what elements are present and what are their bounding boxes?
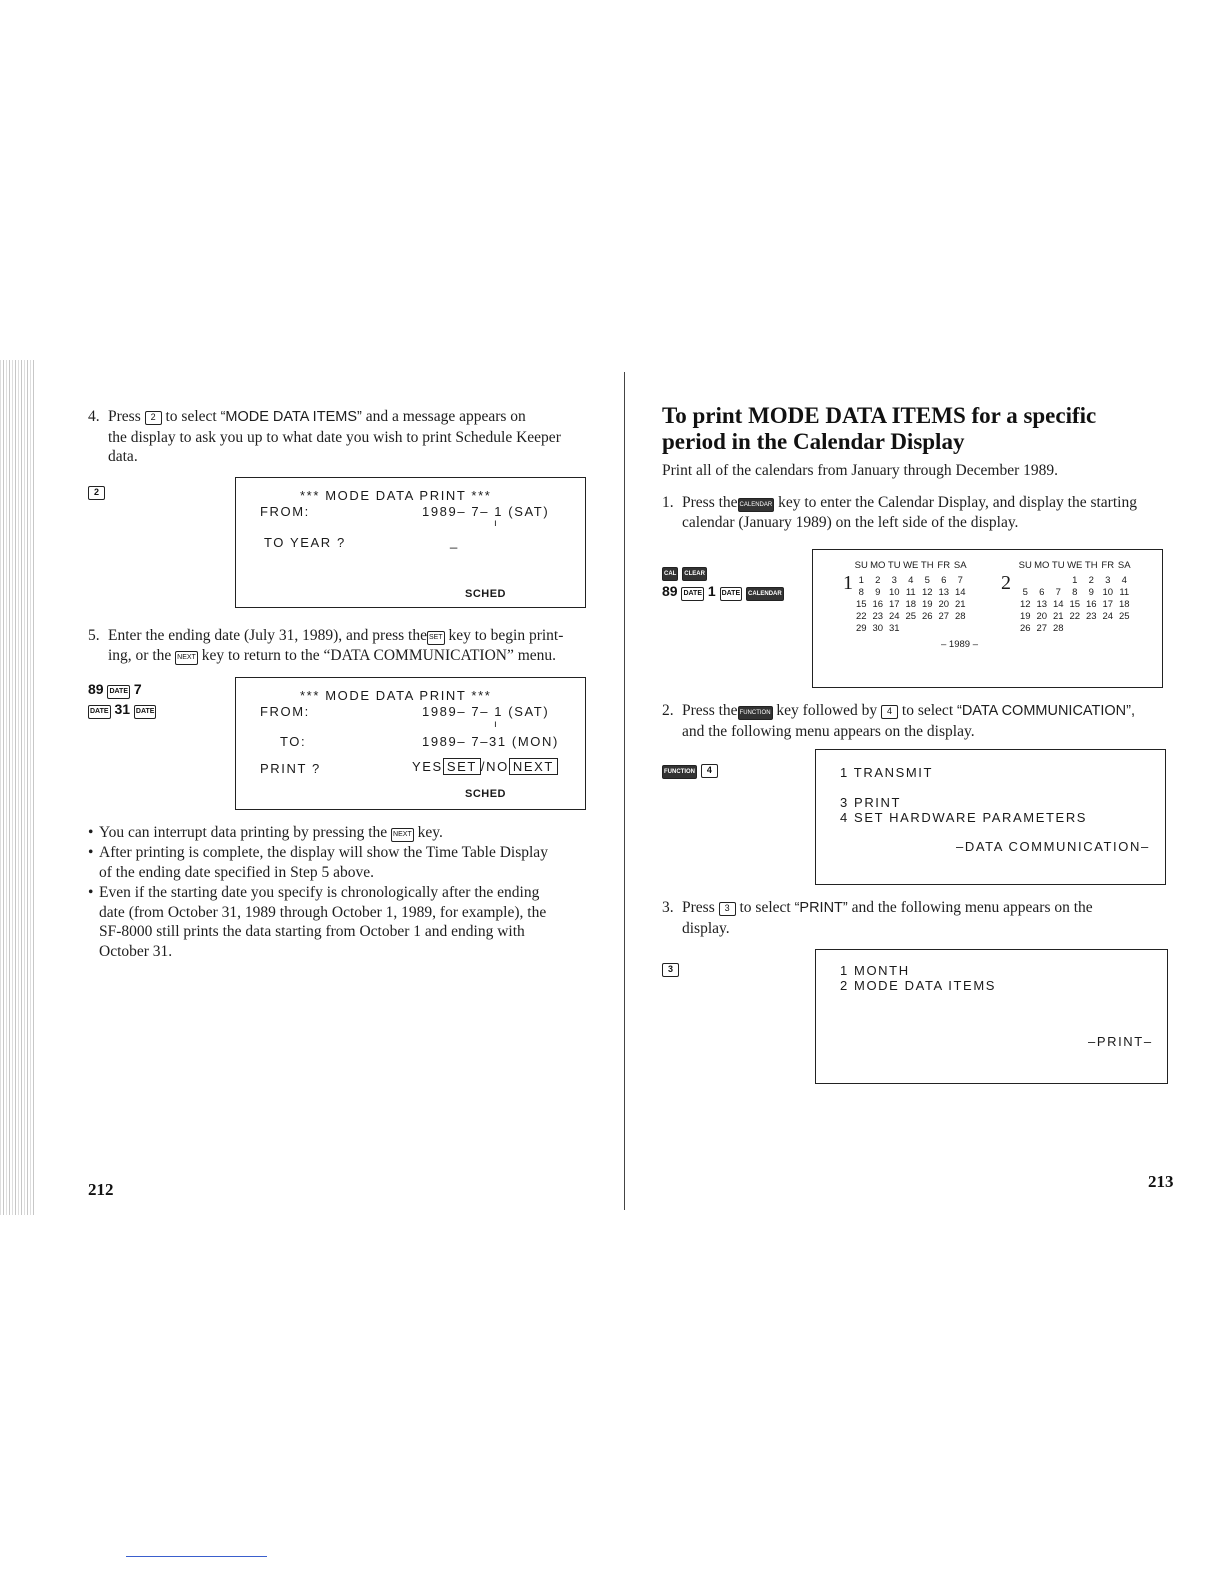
calendar-day: 11 [905,587,916,598]
calendar-day: 15 [855,599,867,610]
note-text: After printing is complete, the display will show the Time Table Display [99,844,548,861]
weekday-label: SA [953,560,967,571]
key-4-icon: 4 [881,705,898,719]
page-number-left: 212 [88,1180,114,1199]
week-row [1017,575,1133,586]
week-row [853,611,969,622]
calendar-day: 17 [888,599,900,610]
calendar-day: 2 [875,575,881,586]
calendar-key-icon: CALENDAR [738,498,775,512]
calendar-day: 30 [872,623,884,634]
lcd-yes: YES [412,759,443,774]
function-key-icon: FUNCTION [738,706,773,720]
step-text: key followed by [776,702,878,719]
calendar-day: 16 [872,599,884,610]
bullet-dot: • [88,884,94,901]
calendar-day: 4 [1121,575,1127,586]
step-text: Press [108,408,141,425]
lcd-print-menu [815,949,1168,1084]
key-3-icon: 3 [719,902,736,916]
calendar-day: 31 [888,623,900,634]
calendar-february [1001,560,1167,680]
calendar-day: 3 [1105,575,1111,586]
set-key-icon: SET [427,631,445,645]
calendar-day: 15 [1069,599,1081,610]
lcd-to-year-label: TO YEAR ? [264,535,346,550]
key-digits: 89 [88,681,104,697]
calendar-day: 16 [1085,599,1097,610]
weekday-label: MO [870,560,886,571]
weekday-label: FR [1101,560,1115,571]
step-text: key to begin print- [448,627,564,644]
step-number: 4. [88,408,100,425]
lcd-title: *** MODE DATA PRINT *** [300,688,492,703]
note-text: of the ending date specified in Step 5 above. [99,863,375,881]
calendar-day: 5 [1022,587,1028,598]
lcd-mode-label: SCHED [465,788,507,800]
menu-quote: “MODE DATA ITEMS” [220,409,362,425]
weekday-label: TU [887,560,901,571]
step-text: to select [739,899,791,916]
key-2-icon: 2 [88,486,105,500]
lcd-data-communication-menu [815,749,1166,885]
weekday-label: FR [937,560,951,571]
calendar-day: 27 [1036,623,1048,634]
key-sequence-step3 [662,960,679,977]
calendar-year-label: – 1989 – [941,639,978,650]
lcd-mode-label: SCHED [465,588,507,600]
step-text: data. [108,448,138,465]
calendar-day: 21 [1052,611,1064,622]
calendar-day: 8 [858,587,864,598]
step-text: Press [682,899,715,916]
month-number: 1 [843,572,853,594]
next-key-icon: NEXT [175,651,198,665]
list-item [88,883,588,963]
key-sequence-step5 [88,681,156,719]
bullet-dot: • [88,824,94,841]
key-digits: 31 [114,701,131,717]
lcd-from-value: 1989– 7– 1 (SAT) [422,704,550,719]
calendar-day: 10 [888,587,900,598]
calendar-day: 3 [891,575,897,586]
cal-key-icon: CAL [662,567,678,581]
page-gutter-divider [624,372,625,1210]
calendar-day: 23 [1085,611,1097,622]
key-sequence-step1 [662,563,784,601]
note-text: You can interrupt data printing by pressing the [99,824,388,841]
note-text: date (from October 31, 1989 through October 1, 1989, for example), the [99,903,547,921]
key-3-icon: 3 [662,963,679,977]
weekday-label: TH [1084,560,1098,571]
weekday-label: WE [903,560,919,571]
step-text: key to return to the “DATA COMMUNICATION” menu. [201,646,557,664]
calendar-key-icon: CALENDAR [746,587,784,601]
calendar-day: 1 [1072,575,1078,586]
scan-binding-edge [0,360,36,1215]
calendar-day: 24 [1102,611,1114,622]
lcd-yes-no [412,759,558,774]
week-row [1017,623,1133,634]
list-item [88,843,588,883]
calendar-day: 19 [1019,611,1031,622]
section-heading [662,403,1162,455]
menu-quote: “PRINT” [794,900,848,916]
weekday-label: MO [1034,560,1050,571]
step-text: display. [682,919,730,937]
calendar-day: 7 [957,575,963,586]
step-number: 1. [662,494,674,511]
date-key-icon: DATE [134,705,157,719]
notes-list [88,823,588,963]
calendar-day: 14 [954,587,966,598]
calendar-day: 22 [855,611,867,622]
lcd-to-label: TO: [280,734,307,749]
step-text: and a message appears on [365,408,526,425]
date-key-icon: DATE [88,705,111,719]
calendar-day: 27 [938,611,950,622]
key-sequence-step4 [88,483,105,500]
weekday-label: SU [854,560,868,571]
weekday-label: TU [1051,560,1065,571]
week-row [1017,599,1133,610]
step-text: ing, or the [108,646,172,664]
lcd-cursor: _ [450,534,459,549]
function-key-icon: FUNCTION [662,765,697,779]
calendar-day: 21 [954,599,966,610]
step-text: Enter the ending date (July 31, 1989), and press the [108,627,427,644]
page-number-right: 213 [1148,1172,1174,1191]
calendar-day: 26 [1019,623,1031,634]
lcd-no: /NO [480,759,509,774]
calendar-day: 8 [1072,587,1078,598]
lcd-from-value: 1989– 7– 1 (SAT) [422,504,550,519]
calendar-day: 20 [1036,611,1048,622]
week-row [853,587,969,598]
step-text: key to enter the Calendar Display, and display the starting [778,494,1137,511]
key-2-icon: 2 [145,411,162,425]
calendar-day: 13 [938,587,950,598]
calendar-day: 22 [1069,611,1081,622]
calendar-day: 17 [1102,599,1114,610]
menu-item-mode-data: 2 MODE DATA ITEMS [840,978,997,993]
menu-item-month: 1 MONTH [840,963,910,978]
key-digits: 1 [707,583,716,599]
calendar-day: 12 [921,587,933,598]
calendar-day: 18 [1118,599,1130,610]
step-text: to select [165,408,217,425]
step-text: and the following menu appears on the [851,899,1093,916]
key-sequence-step2 [662,761,718,779]
calendar-day: 5 [924,575,930,586]
week-row [853,599,969,610]
lcd-menu-footer: –DATA COMMUNICATION– [956,839,1150,854]
lcd-set-key: SET [443,758,481,775]
weekday-label: SU [1018,560,1032,571]
clear-key-icon: CLEAR [682,567,707,581]
calendar-day: 6 [1039,587,1045,598]
key-digits: 7 [133,681,142,697]
lcd-from-label: FROM: [260,704,310,719]
step-text: to select [901,702,954,719]
menu-quote: “DATA COMMUNICATION”, [957,703,1136,719]
calendar-day: 4 [908,575,914,586]
step-number: 3. [662,899,674,916]
heading-line: period in the Calendar Display [662,429,965,454]
calendar-day: 20 [938,599,950,610]
weekday-row [853,560,969,571]
note-text: October 31. [99,942,173,960]
calendar-day: 10 [1102,587,1114,598]
calendar-day: 24 [888,611,900,622]
lcd-to-value: 1989– 7–31 (MON) [422,734,559,749]
bullet-dot: • [88,844,94,861]
menu-item-hardware: 4 SET HARDWARE PARAMETERS [840,810,1088,825]
weekday-label: WE [1067,560,1083,571]
weekday-row [1017,560,1133,571]
calendar-day: 11 [1119,587,1130,598]
lcd-from-label: FROM: [260,504,310,519]
week-row [1017,587,1133,598]
lcd-next-key: NEXT [509,758,558,775]
calendar-day: 25 [1118,611,1130,622]
date-key-icon: DATE [681,587,704,601]
calendar-day: 9 [875,587,881,598]
intro-text: Print all of the calendars from January through December 1989. [662,462,1058,479]
lcd-print-label: PRINT ? [260,761,321,776]
week-row [853,623,969,634]
date-key-icon: DATE [107,685,130,699]
calendar-day: 12 [1019,599,1031,610]
key-4-icon: 4 [701,764,718,778]
month-number: 2 [1001,572,1011,594]
lcd-display-print-confirm [235,677,586,810]
calendar-day: 7 [1055,587,1061,598]
menu-item-print: 3 PRINT [840,795,902,810]
week-row [853,575,969,586]
calendar-day: 1 [858,575,864,586]
note-text: key. [417,824,443,841]
calendar-day: 28 [1052,623,1064,634]
calendar-day: 13 [1036,599,1048,610]
calendar-day: 29 [855,623,867,634]
calendar-day: 9 [1088,587,1094,598]
step-number: 5. [88,627,100,644]
list-item [88,823,588,843]
step-text: and the following menu appears on the display. [682,722,975,740]
step-text: the display to ask you up to what date you wish to print Schedule Keeper [108,428,561,446]
lcd-calendar-display [812,549,1163,688]
date-key-icon: DATE [720,587,743,601]
lcd-arrow: ı [494,518,499,529]
note-text: SF-8000 still prints the data starting from October 1 and ending with [99,923,525,940]
calendar-day: 14 [1052,599,1064,610]
lcd-menu-footer: –PRINT– [1088,1034,1153,1049]
calendar-day: 6 [941,575,947,586]
scan-edge-line [126,1556,267,1557]
week-row [1017,611,1133,622]
step-text: Press the [682,494,738,511]
menu-item-transmit: 1 TRANSMIT [840,765,934,780]
calendar-day: 2 [1088,575,1094,586]
step-text: Press the [682,702,738,719]
weekday-label: SA [1117,560,1131,571]
calendar-day: 23 [872,611,884,622]
calendar-day: 28 [954,611,966,622]
calendar-day: 25 [905,611,917,622]
calendar-day: 19 [921,599,933,610]
lcd-arrow: ı [494,719,499,730]
step-text: calendar (January 1989) on the left side of the display. [682,513,1019,531]
lcd-title: *** MODE DATA PRINT *** [300,488,492,503]
lcd-display-to-year [235,477,586,608]
calendar-day: 18 [905,599,917,610]
calendar-day: 26 [921,611,933,622]
step-number: 2. [662,702,674,719]
next-key-icon: NEXT [391,828,414,842]
weekday-label: TH [920,560,934,571]
heading-line: To print MODE DATA ITEMS for a specific [662,403,1097,428]
key-digits: 89 [662,583,678,599]
calendar-january [843,560,1003,680]
note-text: Even if the starting date you specify is chronologically after the ending [99,884,540,901]
